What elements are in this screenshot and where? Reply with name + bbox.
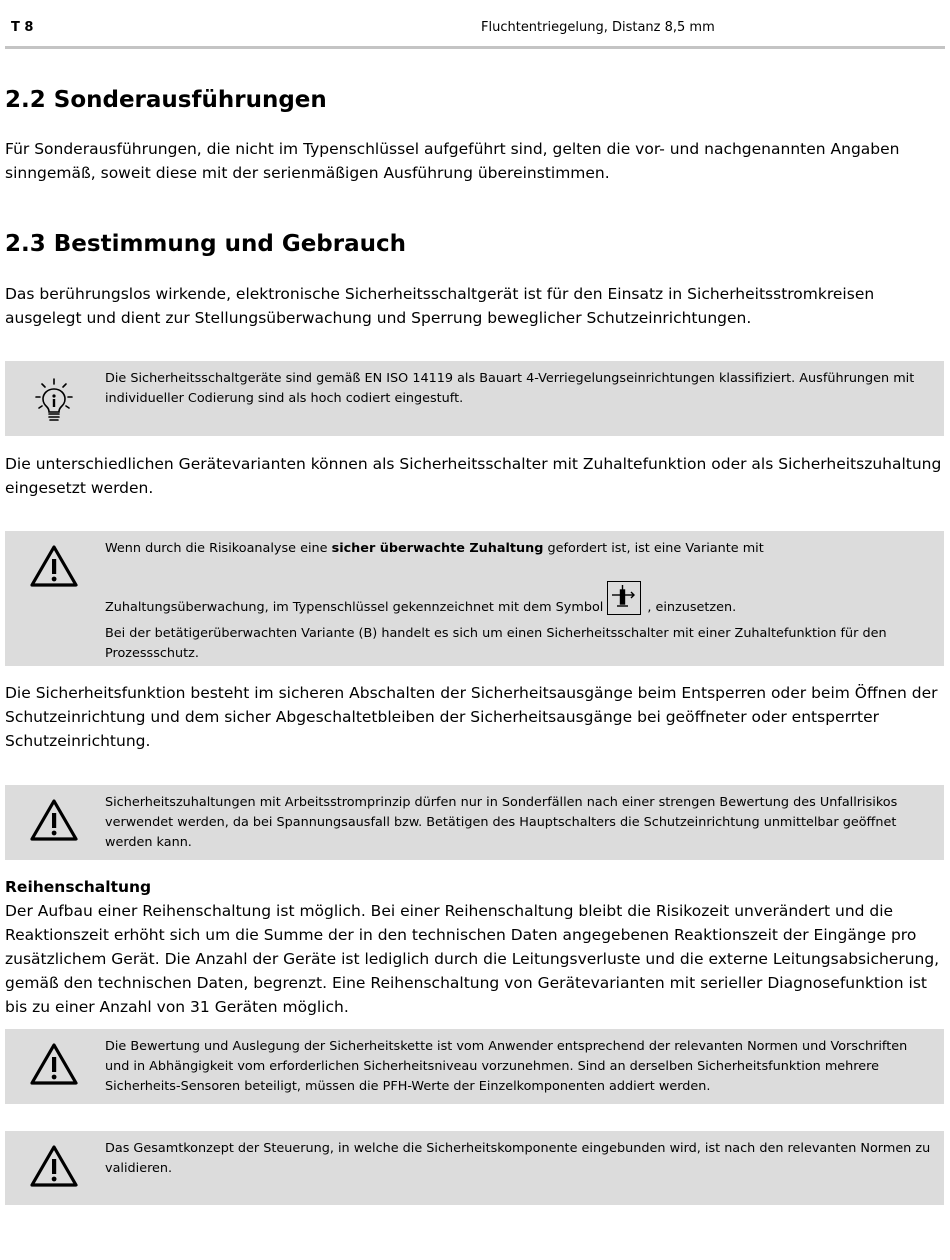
info-note-text: Die Sicherheitsschaltgeräte sind gemäß EN ISO 14119 als Bauart 4-Verriegelungseinrichtungen klassifiziert. Ausführungen mit individueller Codierung sind als hoch codiert eingestuft. <box>105 371 915 406</box>
warning-note-2-text: Sicherheitszuhaltungen mit Arbeitsstromprinzip dürfen nur in Sonderfällen nach einer strengen Bewertung des Unfallrisikos verwendet werden, da bei Spannungsausfall bzw. Betätigen des Hauptschalters die Schutzeinrichtung unmittelbar geöffnet werden kann. <box>105 795 898 850</box>
page-header <box>5 18 945 49</box>
info-note <box>5 361 944 436</box>
header-title: Fluchtentriegelung, Distanz 8,5 mm <box>481 20 715 35</box>
warning-1-line3: Bei der betätigerüberwachten Variante (B) handelt es sich um einen Sicherheitsschalter mit einer Zuhaltefunktion für den Prozessschutz. <box>105 626 887 661</box>
warning-1-post: gefordert ist, ist eine Variante mit <box>543 541 764 556</box>
warning-triangle-icon <box>29 1143 79 1193</box>
section-heading-2-3: 2.3 Bestimmung und Gebrauch <box>5 231 407 257</box>
warning-note-2 <box>5 785 944 860</box>
warning-note-4-text: Das Gesamtkonzept der Steuerung, in welche die Sicherheitskomponente eingebunden wird, ist nach den relevanten Normen zu validieren. <box>105 1141 931 1176</box>
warning-triangle-icon <box>29 543 79 593</box>
warning-triangle-icon <box>29 797 79 847</box>
warning-note-3-text: Die Bewertung und Auslegung der Sicherheitskette ist vom Anwender entsprechend der relevanten Normen und Vorschriften und in Abhängigkeit vom erforderlichen Sicherheitsniveau vorzunehmen. Sind an derselben Sicherheitsfunktion mehrere Sicherheits-Sensoren beteiligt, müssen die PFH-Werte der Einzelkomponenten addiert werden. <box>105 1039 908 1094</box>
section-2-2-text: Für Sonderausführungen, die nicht im Typenschlüssel aufgeführt sind, gelten die vor- und nachgenannten Angaben sinngemäß, soweit diese mit der serienmäßigen Ausführung übereinstimmen. <box>5 140 900 182</box>
warning-note-4 <box>5 1131 944 1205</box>
section-2-3-text: Das berührungslos wirkende, elektronische Sicherheitsschaltgerät ist für den Einsatz in Sicherheitsstromkreisen ausgelegt und dient zur Stellungsüberwachung und Sperrung beweglicher Schutzeinrichtungen. <box>5 285 875 327</box>
warning-1-line2 <box>105 581 932 618</box>
warning-1-line2-post: , einzusetzen. <box>647 600 737 615</box>
warning-1-bold: sicher überwachte Zuhaltung <box>331 541 544 556</box>
page-number: T 8 <box>11 20 34 35</box>
warning-1-line1 <box>105 539 932 559</box>
lock-monitoring-symbol-icon <box>607 581 641 615</box>
reihenschaltung-text: Der Aufbau einer Reihenschaltung ist möglich. Bei einer Reihenschaltung bleibt die Risikozeit unverändert und die Reaktionszeit erhöht sich um die Summe der in den technischen Daten angegebenen Reaktionszeit der Eingänge pro zusätzlichem Gerät. Die Anzahl der Geräte ist lediglich durch die Leitungsverluste und die externe Leitungsabsicherung, gemäß den technischen Daten, begrenzt. Eine Reihenschaltung von Gerätevarianten mit serieller Diagnosefunktion ist bis zu einer Anzahl von 31 Geräten möglich. <box>5 902 940 1016</box>
warning-note-1 <box>5 531 944 666</box>
section-2-3-para3: Die Sicherheitsfunktion besteht im sicheren Abschalten der Sicherheitsausgänge beim Entsperren oder beim Öffnen der Schutzeinrichtung und dem sicher Abgeschaltetbleiben der Sicherheitsausgänge bei geöffneter oder entsperrter Schutzeinrichtung. <box>5 684 938 750</box>
warning-triangle-icon <box>29 1041 79 1091</box>
warning-1-pre: Wenn durch die Risikoanalyse eine <box>105 541 332 556</box>
warning-note-3 <box>5 1029 944 1104</box>
section-2-3-para2: Die unterschiedlichen Gerätevarianten können als Sicherheitsschalter mit Zuhaltefunktion oder als Sicherheitszuhaltung eingesetzt werden. <box>5 455 942 497</box>
subheading-reihenschaltung: Reihenschaltung <box>5 878 152 896</box>
lightbulb-info-icon <box>29 375 79 425</box>
warning-1-line2-pre: Zuhaltungsüberwachung, im Typenschlüssel gekennzeichnet mit dem Symbol <box>105 600 604 615</box>
section-heading-2-2: 2.2 Sonderausführungen <box>5 87 327 113</box>
warning-note-1-text <box>105 539 932 664</box>
